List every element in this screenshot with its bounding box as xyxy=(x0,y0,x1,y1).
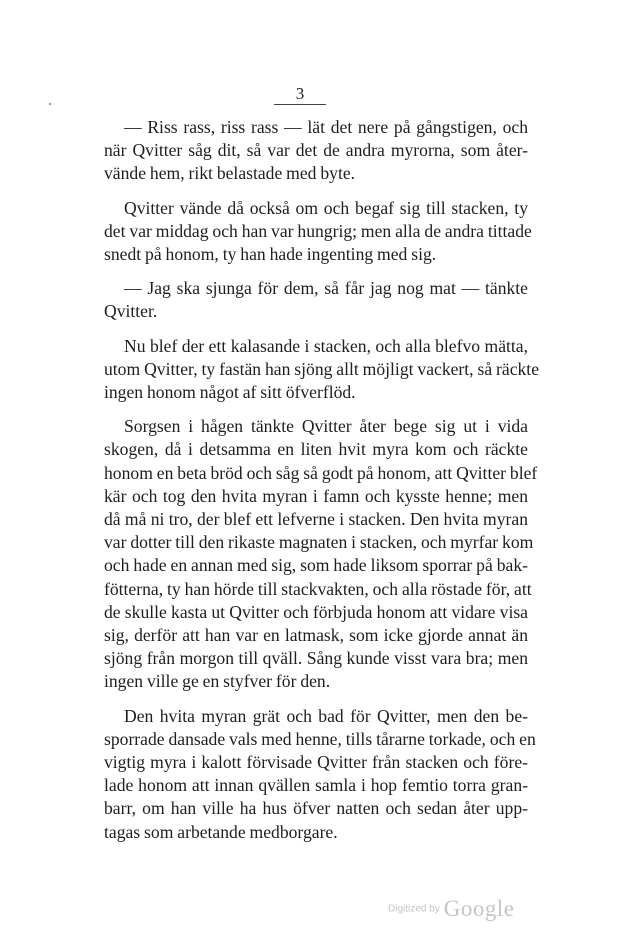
text-line: sjöng från morgon till qväll. Sång kunde visst vara bra; men xyxy=(104,648,528,669)
text-line: vigtig myra i kalott förvisade Qvitter från stacken och före- xyxy=(104,752,528,773)
page-number-rule xyxy=(274,104,326,105)
text-line: kär och tog den hvita myran i famn och kysste henne; men xyxy=(104,485,528,506)
text-line: — Jag ska sjunga för dem, så får jag nog mat — tänkte xyxy=(124,278,528,299)
text-line: vände hem, rikt belastade med byte. xyxy=(104,163,356,184)
text-line: lade honom att innan qvällen samla i hop femtio torra gran- xyxy=(104,775,528,796)
google-logo: Google xyxy=(443,896,515,921)
text-line: — Riss rass, riss rass — lät det nere på gångstigen, och xyxy=(124,117,528,137)
paragraph-3 xyxy=(104,277,528,323)
text-line: tagas som arbetande medborgare. xyxy=(104,821,338,842)
paragraph-2 xyxy=(104,197,532,267)
text-line: de skulle kasta ut Qvitter och förbjuda honom att vidare visa xyxy=(104,601,528,622)
text-line: ingen honom något af sitt öfverflöd. xyxy=(104,382,356,403)
text-line: när Qvitter såg dit, så var det de andra myrorna, som åter- xyxy=(104,140,528,161)
text-line: sporrade dansade vals med henne, tills tårarne torkade, och en xyxy=(104,728,536,749)
text-line: ingen ville ge en styfver för den. xyxy=(104,671,331,692)
page-number: 3 xyxy=(295,84,305,103)
paragraph-6 xyxy=(104,705,536,844)
text-line: Qvitter vände då också om och begaf sig till stacken, ty xyxy=(124,197,528,218)
paragraph-4 xyxy=(104,335,539,405)
watermark-prefix: Digitized by xyxy=(388,903,440,915)
text-line: då må ni tro, der blef ett lefverne i stacken. Den hvita myran xyxy=(104,509,528,530)
paragraph-5 xyxy=(104,415,538,693)
text-line: sig, derför att han var en latmask, som icke gjorde annat än xyxy=(104,625,528,646)
paper-speck xyxy=(49,103,51,105)
digitized-by-google-watermark xyxy=(388,896,514,922)
text-line: barr, om han ville ha hus öfver natten och sedan åter upp- xyxy=(104,798,528,819)
text-line: fötterna, ty han hörde till stackvakten, och alla röstade för, att xyxy=(104,578,532,599)
text-line: honom en beta bröd och såg så godt på honom, att Qvitter blef xyxy=(104,462,538,483)
text-line: Den hvita myran grät och bad för Qvitter, men den be- xyxy=(124,705,528,726)
body-text xyxy=(104,116,539,855)
text-line: utom Qvitter, ty fastän han sjöng allt möjligt vackert, så räckte xyxy=(104,358,539,379)
text-line: Sorgsen i hågen tänkte Qvitter åter bege sig ut i vida xyxy=(124,416,528,437)
text-line: var dotter till den rikaste magnaten i stacken, och myrfar kom xyxy=(104,532,534,553)
paragraph-1 xyxy=(104,116,528,186)
text-line: det var middag och han var hungrig; men alla de andra tittade xyxy=(104,220,532,241)
text-line: och hade en annan med sig, som hade liksom sporrar på bak- xyxy=(104,555,528,576)
text-line: Nu blef der ett kalasande i stacken, och alla blefvo mätta, xyxy=(124,335,528,356)
text-line: snedt på honom, ty han hade ingenting med sig. xyxy=(104,244,437,265)
text-line: skogen, då i detsamma en liten hvit myra kom och räckte xyxy=(104,439,528,460)
text-line: Qvitter. xyxy=(104,301,158,322)
